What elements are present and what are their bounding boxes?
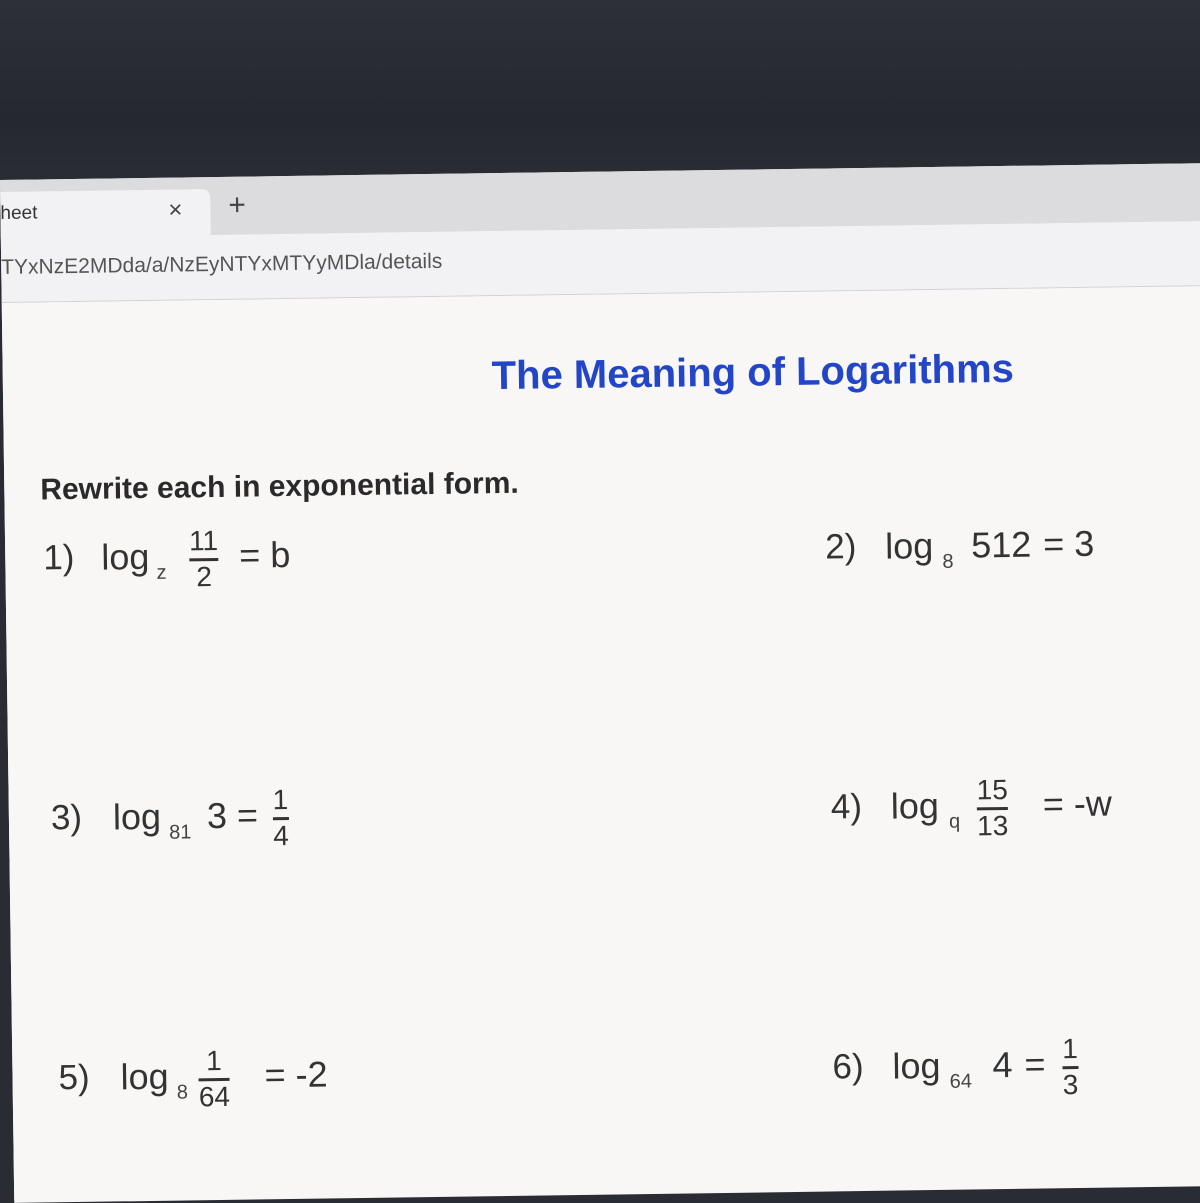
equals-sign: = — [1024, 1043, 1046, 1085]
log-text: log — [884, 525, 934, 567]
browser-window — [0, 163, 1200, 1200]
log-text: log — [890, 784, 940, 827]
equation-rhs: = -2 — [264, 1053, 328, 1096]
log-base: q — [948, 810, 961, 833]
problem-4 — [830, 773, 1113, 849]
equation-rhs: = 3 — [1042, 522, 1095, 565]
fraction-denominator: 2 — [196, 561, 213, 593]
fraction-numerator: 1 — [205, 1044, 222, 1077]
equation-rhs: = -w — [1042, 782, 1113, 825]
log-text: log — [120, 1055, 169, 1098]
log-argument: 4 — [992, 1043, 1013, 1086]
log-base: 64 — [949, 1070, 973, 1093]
problem-number: 1) — [43, 537, 75, 578]
rhs-fraction — [1062, 1035, 1078, 1099]
problem-number: 6) — [832, 1047, 864, 1087]
equals-sign: = — [236, 794, 259, 836]
fraction-denominator: 64 — [198, 1080, 231, 1113]
url-text[interactable]: TYxNzE2MDda/a/NzEyNTYxMTYyMDla/details — [1, 249, 443, 279]
log-argument: 512 — [970, 523, 1032, 566]
log-base: 81 — [168, 821, 192, 844]
equation-rhs: = b — [238, 533, 291, 576]
browser-tab[interactable] — [0, 189, 211, 238]
instructions: Rewrite each in exponential form. — [40, 466, 519, 507]
tab-title: heet — [0, 202, 38, 224]
log-argument-fraction — [198, 1044, 231, 1113]
problem-1 — [43, 524, 291, 600]
problem-number: 3) — [50, 797, 83, 838]
log-text: log — [100, 535, 150, 578]
fraction-numerator: 11 — [188, 524, 219, 557]
problem-2 — [824, 520, 1095, 590]
worksheet-page — [2, 286, 1200, 1203]
log-base: 8 — [942, 550, 954, 573]
problem-number: 4) — [830, 787, 863, 827]
log-base: z — [156, 561, 167, 584]
close-icon[interactable]: × — [168, 196, 183, 224]
new-tab-icon[interactable]: + — [228, 188, 247, 222]
fraction-denominator: 4 — [272, 820, 289, 852]
page-title: The Meaning of Logarithms — [491, 346, 1015, 399]
fraction-denominator: 3 — [1062, 1069, 1079, 1101]
log-base: 8 — [176, 1081, 189, 1104]
problem-5 — [58, 1044, 328, 1120]
rhs-fraction — [272, 786, 288, 850]
fraction-numerator: 1 — [272, 784, 289, 816]
fraction-denominator: 13 — [976, 809, 1009, 842]
problem-number: 5) — [58, 1057, 90, 1098]
problem-number: 2) — [824, 527, 857, 567]
log-text: log — [892, 1044, 941, 1087]
log-text: log — [112, 795, 162, 838]
log-argument-fraction — [188, 524, 219, 593]
log-argument-fraction — [976, 773, 1009, 842]
fraction-numerator: 15 — [976, 773, 1008, 806]
problem-3 — [50, 784, 289, 860]
log-argument: 3 — [206, 794, 228, 837]
problem-6 — [832, 1033, 1079, 1109]
fraction-numerator: 1 — [1062, 1033, 1079, 1065]
